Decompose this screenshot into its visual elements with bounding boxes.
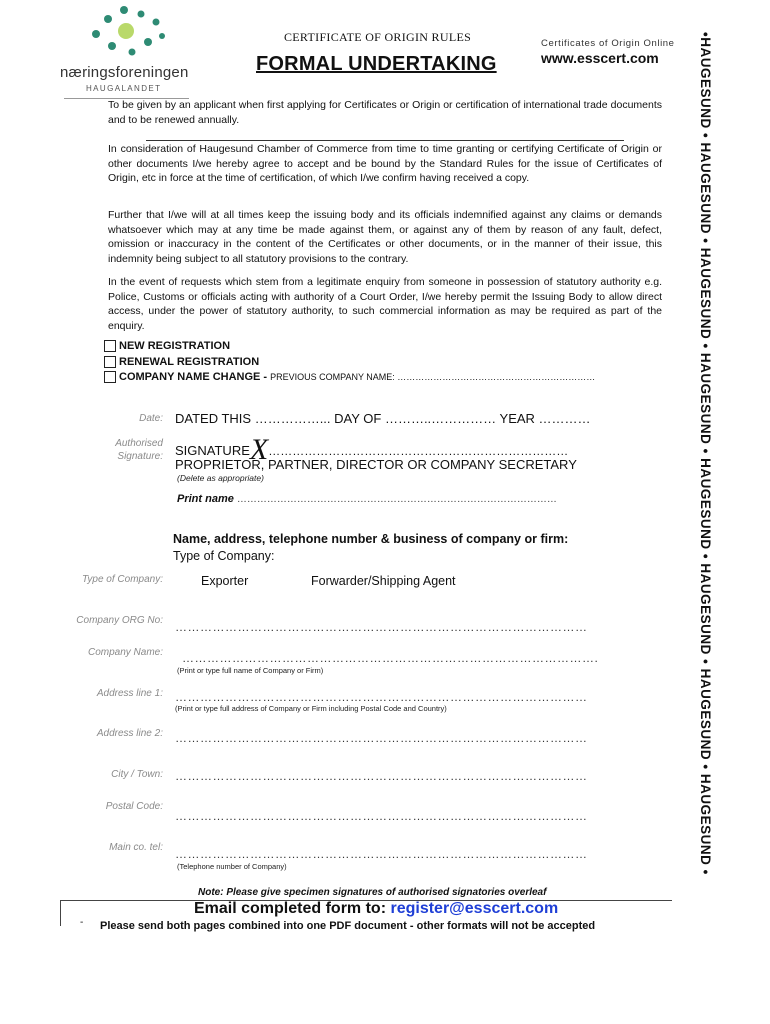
email-label: Email completed form to: (194, 900, 387, 917)
address1-field[interactable]: ……………………………………………………………………………………… (175, 690, 588, 704)
renewal-registration-checkbox[interactable] (104, 356, 116, 368)
email-link[interactable]: register@esscert.com (390, 900, 559, 917)
org-number-field[interactable]: ……………………………………………………………………………………… (175, 620, 588, 634)
org-number-label: Company ORG No: (76, 615, 163, 626)
new-registration-checkbox[interactable] (104, 340, 116, 352)
rules-title: CERTIFICATE OF ORIGIN RULES (284, 30, 472, 44)
address1-label: Address line 1: (96, 688, 163, 699)
consideration-paragraph: In consideration of Haugesund Chamber of Commerce from time to time granting or certifying Certificate of Origin or other documents I/we hereby agree to accept and be bound by the Standard Rules for the issue of Certificates of Origin, etc in force at the time of certification, of which I/we confirm having received a copy. (108, 143, 662, 184)
haugesund-side-text: •HAUGESUND • HAUGESUND • HAUGESUND • HAUGESUND • HAUGESUND • HAUGESUND • HAUGESUND • HAUGESUND • (698, 32, 713, 875)
telephone-field[interactable]: ……………………………………………………………………………………… (175, 847, 588, 861)
logo-dots-icon (78, 6, 173, 64)
signature-label-line1: Authorised (115, 438, 163, 449)
forwarder-option[interactable]: Forwarder/Shipping Agent (311, 574, 456, 588)
exporter-option[interactable]: Exporter (201, 574, 249, 588)
email-box (60, 896, 672, 940)
city-field[interactable]: ……………………………………………………………………………………… (175, 769, 588, 783)
indemnity-paragraph: Further that I/we will at all times keep the issuing body and its officials indemnified against any claims or demands whatsoever which may at any time be made against them, or against any of them by reason of any fault, defect, omission or inaccuracy in the content of the Certificates or other documents, or in the manner of their issue, this indemnity being subject to all statutory provisions to the contrary. (108, 209, 662, 265)
logo-subtitle: HAUGALANDET (86, 84, 162, 93)
address2-label: Address line 2: (96, 728, 163, 739)
name-change-label: COMPANY NAME CHANGE - (119, 371, 268, 383)
name-change-option[interactable] (104, 371, 595, 383)
pdf-note: Please send both pages combined into one PDF document - other formats will not be accepted (100, 920, 596, 932)
date-field[interactable]: DATED THIS ……………... DAY OF ………..…………… YEAR ………… (175, 411, 591, 426)
print-name-line: …………………………………………………………………………………… (236, 494, 557, 505)
date-label: Date: (139, 413, 163, 424)
address1-note: (Print or type full address of Company or Firm including Postal Code and Country) (175, 704, 447, 713)
online-label: Certificates of Origin Online (541, 38, 675, 49)
signature-label-line2: Signature: (117, 451, 163, 462)
intro-paragraph: To be given by an applicant when first applying for Certificates or Origin or certification of international trade documents and to be renewed annually. (108, 99, 662, 126)
signature-label (60, 437, 163, 463)
signature-prefix: SIGNATURE (175, 443, 250, 458)
footer-dash: - (80, 917, 84, 928)
new-registration-option[interactable] (104, 340, 230, 352)
page-title: FORMAL UNDERTAKING (256, 53, 497, 75)
telephone-label: Main co. tel: (109, 842, 163, 853)
divider (146, 140, 624, 141)
access-paragraph: In the event of requests which stem from a legitimate enquiry from someone in possession of statutory authority e.g. Police, Customs or officials acting with authority of a Court Order, I/we hereby permit the Issuing Body to allow direct access, under the power of statutory authority, to such commercial information as may be required as part of the enquiry. (108, 276, 662, 332)
previous-company-name-field[interactable]: PREVIOUS COMPANY NAME: ………………………………………………………… (270, 372, 596, 382)
delete-note: (Delete as appropriate) (177, 473, 264, 483)
haugesund-side-band (698, 32, 728, 972)
telephone-note: (Telephone number of Company) (177, 862, 287, 871)
logo (60, 6, 190, 96)
company-section-heading: Name, address, telephone number & business of company or firm: (173, 532, 569, 546)
signature-mark: X (249, 433, 269, 466)
renewal-registration-option[interactable] (104, 356, 259, 368)
new-registration-label: NEW REGISTRATION (119, 340, 231, 352)
city-label: City / Town: (111, 769, 163, 780)
company-name-label: Company Name: (87, 647, 163, 658)
name-change-checkbox[interactable] (104, 371, 116, 383)
postal-code-label: Postal Code: (105, 801, 163, 812)
renewal-registration-label: RENEWAL REGISTRATION (119, 356, 260, 368)
signature-line: ………………………………………………………………… (268, 444, 569, 458)
print-name-field[interactable] (177, 493, 557, 505)
logo-name: næringsforeningen (60, 64, 189, 81)
signatory-roles: PROPRIETOR, PARTNER, DIRECTOR OR COMPANY SECRETARY (175, 457, 577, 472)
print-name-label: Print name (177, 493, 234, 505)
company-name-field[interactable]: ………………………………………………………………………………………. (182, 651, 599, 665)
email-box-left-rule (60, 900, 84, 928)
company-type-heading: Type of Company: (173, 549, 275, 563)
email-instruction (194, 900, 558, 918)
address2-field[interactable]: ……………………………………………………………………………………… (175, 731, 588, 745)
company-type-label: Type of Company: (82, 574, 163, 585)
specimen-note: Note: Please give specimen signatures of authorised signatories overleaf (198, 887, 547, 898)
company-name-note: (Print or type full name of Company or Firm) (177, 666, 324, 675)
website-link[interactable]: www.esscert.com (541, 50, 659, 66)
postal-code-field[interactable]: ……………………………………………………………………………………… (175, 809, 588, 823)
